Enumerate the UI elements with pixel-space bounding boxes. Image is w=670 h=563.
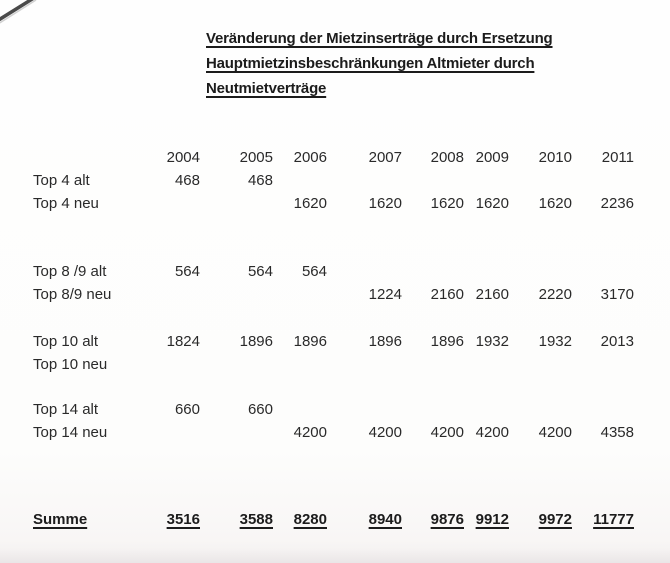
- row-label: Top 10 neu: [33, 356, 108, 373]
- summary-value-cell: 8280: [293, 511, 327, 528]
- year-header-cell: 2006: [293, 149, 327, 166]
- table-row-top89-alt: [33, 260, 634, 283]
- title-line-3: Neutmietverträge: [206, 80, 327, 97]
- value-cell: [327, 398, 402, 421]
- year-header-cell: 2008: [430, 149, 464, 166]
- table-row-top4-alt: [33, 169, 634, 192]
- value-cell: [273, 398, 327, 421]
- value-cell: 564: [301, 263, 327, 280]
- year-header-cell: 2005: [239, 149, 273, 166]
- value-cell: [572, 398, 634, 421]
- value-cell: 2220: [538, 286, 572, 303]
- value-cell: [402, 260, 464, 283]
- page-corner-scan-mark: [0, 0, 50, 30]
- value-cell: [464, 260, 509, 283]
- value-cell: [327, 353, 402, 376]
- value-cell: 1620: [475, 195, 509, 212]
- value-cell: 1932: [475, 333, 509, 350]
- year-header-row: [33, 146, 634, 169]
- value-cell: 1896: [368, 333, 402, 350]
- value-cell: 1620: [368, 195, 402, 212]
- value-cell: 1620: [430, 195, 464, 212]
- value-cell: [464, 398, 509, 421]
- value-cell: [509, 260, 572, 283]
- row-label: Top 14 alt: [33, 401, 99, 418]
- value-cell: 4200: [538, 424, 572, 441]
- value-cell: [200, 192, 273, 215]
- value-cell: [509, 398, 572, 421]
- value-cell: 1224: [368, 286, 402, 303]
- value-cell: [327, 169, 402, 192]
- table-row-top14-alt: [33, 398, 634, 421]
- value-cell: [572, 169, 634, 192]
- value-cell: [509, 169, 572, 192]
- value-cell: 4200: [475, 424, 509, 441]
- summary-value-cell: 9876: [430, 511, 464, 528]
- value-cell: 2160: [475, 286, 509, 303]
- value-cell: 1932: [538, 333, 572, 350]
- spacer-row: [33, 376, 634, 398]
- value-cell: [402, 169, 464, 192]
- year-header-cell: 2011: [601, 149, 634, 166]
- row-label: Top 8 /9 alt: [33, 263, 107, 280]
- summary-value-cell: 11777: [593, 511, 634, 528]
- value-cell: 660: [174, 401, 200, 418]
- value-cell: 1896: [239, 333, 273, 350]
- summary-value-cell: 9912: [475, 511, 509, 528]
- value-cell: [200, 353, 273, 376]
- row-label: Top 4 neu: [33, 195, 99, 212]
- value-cell: 1620: [293, 195, 327, 212]
- value-cell: 468: [247, 172, 273, 189]
- value-cell: 2013: [600, 333, 634, 350]
- spacer-row: [33, 444, 634, 508]
- value-cell: 4200: [368, 424, 402, 441]
- value-cell: [200, 421, 273, 444]
- summary-row: [33, 508, 634, 531]
- value-cell: 2236: [600, 195, 634, 212]
- summary-label: Summe: [33, 511, 88, 528]
- value-cell: [273, 169, 327, 192]
- value-cell: 2160: [430, 286, 464, 303]
- value-cell: [572, 353, 634, 376]
- title-line-2: Hauptmietzinsbeschränkungen Altmieter durch: [206, 55, 535, 72]
- summary-value-cell: 8940: [368, 511, 402, 528]
- table-row-top89-neu: [33, 283, 634, 306]
- rent-income-table: [33, 146, 634, 531]
- value-cell: [200, 283, 273, 306]
- row-label: Top 4 alt: [33, 172, 90, 189]
- value-cell: 660: [247, 401, 273, 418]
- spacer-row: [33, 306, 634, 330]
- value-cell: [273, 283, 327, 306]
- value-cell: [143, 421, 200, 444]
- row-label: Top 8/9 neu: [33, 286, 112, 303]
- year-header-empty-cell: [33, 146, 143, 169]
- summary-value-cell: 3516: [166, 511, 200, 528]
- table-row-top14-neu: [33, 421, 634, 444]
- table-row-top10-alt: [33, 330, 634, 353]
- row-label: Top 14 neu: [33, 424, 108, 441]
- year-header-cell: 2009: [475, 149, 509, 166]
- document-title: [206, 26, 636, 101]
- year-header-cell: 2004: [166, 149, 200, 166]
- value-cell: [143, 353, 200, 376]
- value-cell: [509, 353, 572, 376]
- table-row-top4-neu: [33, 192, 634, 215]
- value-cell: 564: [174, 263, 200, 280]
- value-cell: 4358: [600, 424, 634, 441]
- value-cell: [327, 260, 402, 283]
- value-cell: 1896: [430, 333, 464, 350]
- value-cell: 564: [247, 263, 273, 280]
- value-cell: [402, 398, 464, 421]
- summary-value-cell: 3588: [239, 511, 273, 528]
- value-cell: [464, 169, 509, 192]
- value-cell: [572, 260, 634, 283]
- title-line-1: Veränderung der Mietzinserträge durch Ersetzung: [206, 30, 553, 47]
- value-cell: [273, 353, 327, 376]
- value-cell: [143, 283, 200, 306]
- value-cell: 1824: [166, 333, 200, 350]
- summary-value-cell: 9972: [538, 511, 572, 528]
- value-cell: 4200: [293, 424, 327, 441]
- value-cell: 3170: [600, 286, 634, 303]
- value-cell: [402, 353, 464, 376]
- spacer-row: [33, 215, 634, 260]
- row-label: Top 10 alt: [33, 333, 99, 350]
- value-cell: [464, 353, 509, 376]
- value-cell: 1896: [293, 333, 327, 350]
- value-cell: [143, 192, 200, 215]
- table-row-top10-neu: [33, 353, 634, 376]
- value-cell: 468: [174, 172, 200, 189]
- value-cell: 4200: [430, 424, 464, 441]
- year-header-cell: 2007: [368, 149, 402, 166]
- value-cell: 1620: [538, 195, 572, 212]
- year-header-cell: 2010: [538, 149, 572, 166]
